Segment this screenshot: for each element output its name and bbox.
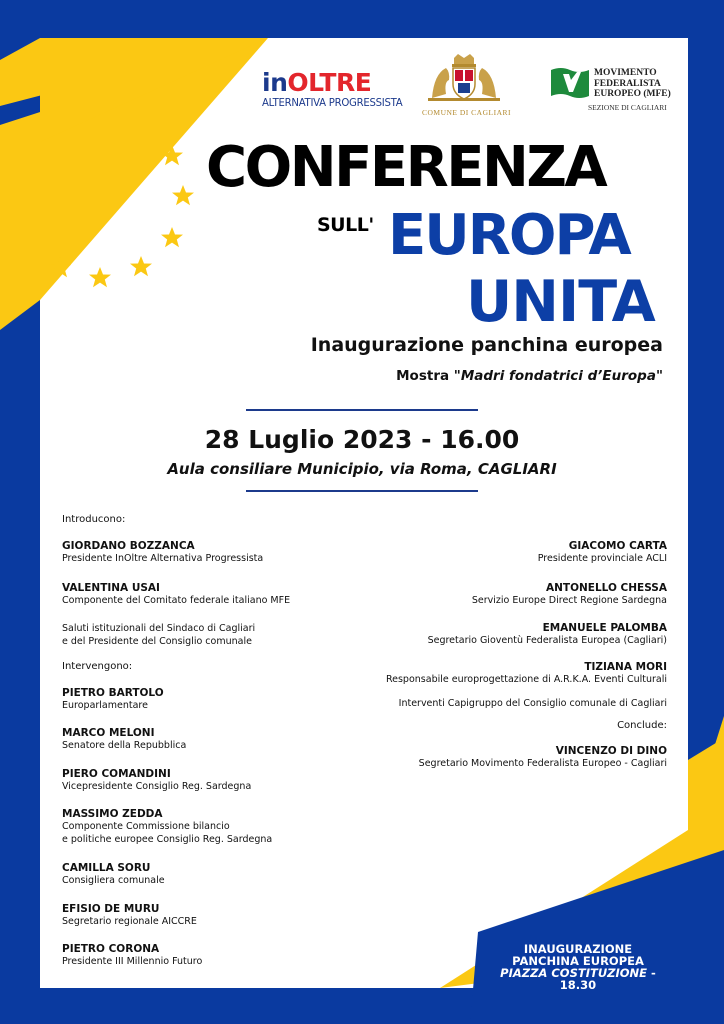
saluti-istituzionali	[62, 622, 255, 648]
speaker-bozzanca	[62, 540, 263, 565]
footer-line2: PANCHINA EUROPEA	[512, 954, 644, 968]
mfe-title	[594, 68, 671, 100]
logo-inoltre-subtitle: ALTERNATIVA PROGRESSISTA	[262, 96, 403, 109]
speaker-usai	[62, 582, 290, 607]
speaker-name: ANTONELLO CHESSA	[546, 582, 667, 594]
speaker-role: Segretario Gioventù Federalista Europea (Cagliari)	[427, 635, 667, 646]
speaker-role: Presidente InOltre Alternativa Progressista	[62, 553, 264, 564]
speaker-role-line2: e politiche europee Consiglio Reg. Sardegna	[62, 834, 273, 845]
speaker-palomba	[428, 622, 667, 647]
coat-of-arms-icon	[422, 54, 506, 102]
mostra-title: "Madri fondatrici d’Europa"	[453, 368, 663, 384]
divider-bottom	[246, 490, 478, 492]
speaker-name: MARCO MELONI	[62, 727, 155, 739]
mfe-line3: EUROPEO (MFE)	[594, 89, 671, 99]
event-datetime: 28 Luglio 2023 - 16.00	[204, 425, 520, 454]
speaker-role: Vicepresidente Consiglio Reg. Sardegna	[62, 781, 252, 792]
title-europa: EUROPA	[388, 203, 630, 268]
speaker-chessa	[472, 582, 667, 607]
speaker-role: Componente del Comitato federale italiano MFE	[62, 595, 291, 606]
mfe-section: SEZIONE DI CAGLIARI	[588, 103, 667, 112]
footer-line1: INAUGURAZIONE	[523, 942, 633, 956]
speaker-meloni	[62, 727, 186, 752]
speaker-name: PIERO COMANDINI	[62, 768, 171, 780]
speaker-name: EMANUELE PALOMBA	[542, 622, 667, 634]
speaker-mori	[386, 661, 667, 686]
introducono-label: Introducono:	[62, 514, 126, 525]
interventi-capigruppo: Interventi Capigruppo del Consiglio comunale di Cagliari	[398, 698, 667, 709]
comune-caption: COMUNE DI CAGLIARI	[422, 108, 511, 117]
speaker-name: GIACOMO CARTA	[568, 540, 667, 552]
speaker-role: Componente Commissione bilancio	[62, 821, 230, 832]
mostra-prefix: Mostra	[396, 368, 454, 384]
speaker-name: VALENTINA USAI	[62, 582, 160, 594]
speaker-role: Presidente provinciale ACLI	[537, 553, 667, 564]
speaker-role: Segretario regionale AICCRE	[62, 916, 197, 927]
logo-in: in	[262, 68, 288, 97]
subtitle-mostra	[396, 368, 663, 384]
speaker-de-muru	[62, 903, 197, 928]
inoltre-logo	[262, 70, 415, 109]
footer-place: PIAZZA COSTITUZIONE	[500, 966, 648, 980]
speaker-name: VINCENZO DI DINO	[555, 745, 667, 757]
speaker-name: PIETRO CORONA	[62, 943, 160, 955]
speaker-role: Segretario Movimento Federalista Europeo - Cagliari	[418, 758, 667, 769]
speaker-role: Senatore della Repubblica	[62, 740, 187, 751]
speaker-name: TIZIANA MORI	[584, 661, 667, 673]
speaker-role: Responsabile europrogettazione di A.R.K.A. Eventi Culturali	[385, 674, 667, 685]
footer-inaugurazione	[480, 943, 676, 991]
title-unita: UNITA	[466, 269, 655, 335]
saluti-line1: Saluti istituzionali del Sindaco di Cagliari	[62, 623, 256, 634]
speaker-role: Presidente III Millennio Futuro	[62, 956, 203, 967]
divider-top	[246, 409, 478, 411]
speaker-corona	[62, 943, 202, 968]
speaker-name: PIETRO BARTOLO	[62, 687, 164, 699]
saluti-line2: e del Presidente del Consiglio comunale	[62, 636, 252, 647]
footer-line3	[480, 967, 676, 991]
speaker-name: CAMILLA SORU	[62, 862, 151, 874]
intervengono-label: Intervengono:	[62, 661, 133, 672]
mfe-line1: MOVIMENTO	[594, 68, 657, 78]
speaker-zedda	[62, 808, 272, 846]
event-venue: Aula consiliare Municipio, via Roma, CAGLIARI	[167, 460, 557, 478]
logo-oltre: OLTRE	[287, 68, 372, 97]
footer-time: - 18.30	[559, 966, 656, 992]
speaker-role: Consigliera comunale	[62, 875, 165, 886]
speaker-role: Servizio Europe Direct Regione Sardegna	[471, 595, 667, 606]
speaker-comandini	[62, 768, 251, 793]
speaker-role: Europarlamentare	[62, 700, 148, 711]
speaker-soru	[62, 862, 165, 887]
speaker-bartolo	[62, 687, 164, 712]
speaker-name: EFISIO DE MURU	[62, 903, 160, 915]
mfe-flag-icon	[549, 66, 591, 102]
subtitle-inaugurazione: Inaugurazione panchina europea	[310, 334, 663, 356]
comune-cagliari-logo	[422, 54, 511, 117]
title-sull: SULL'	[317, 214, 374, 236]
conclude-label: Conclude:	[617, 720, 667, 731]
speaker-carta	[538, 540, 667, 565]
speaker-name: GIORDANO BOZZANCA	[62, 540, 195, 552]
mfe-line2: FEDERALISTA	[594, 78, 661, 89]
title-conferenza: CONFERENZA	[206, 135, 606, 200]
speaker-di-dino	[419, 745, 667, 770]
speaker-name: MASSIMO ZEDDA	[62, 808, 163, 820]
